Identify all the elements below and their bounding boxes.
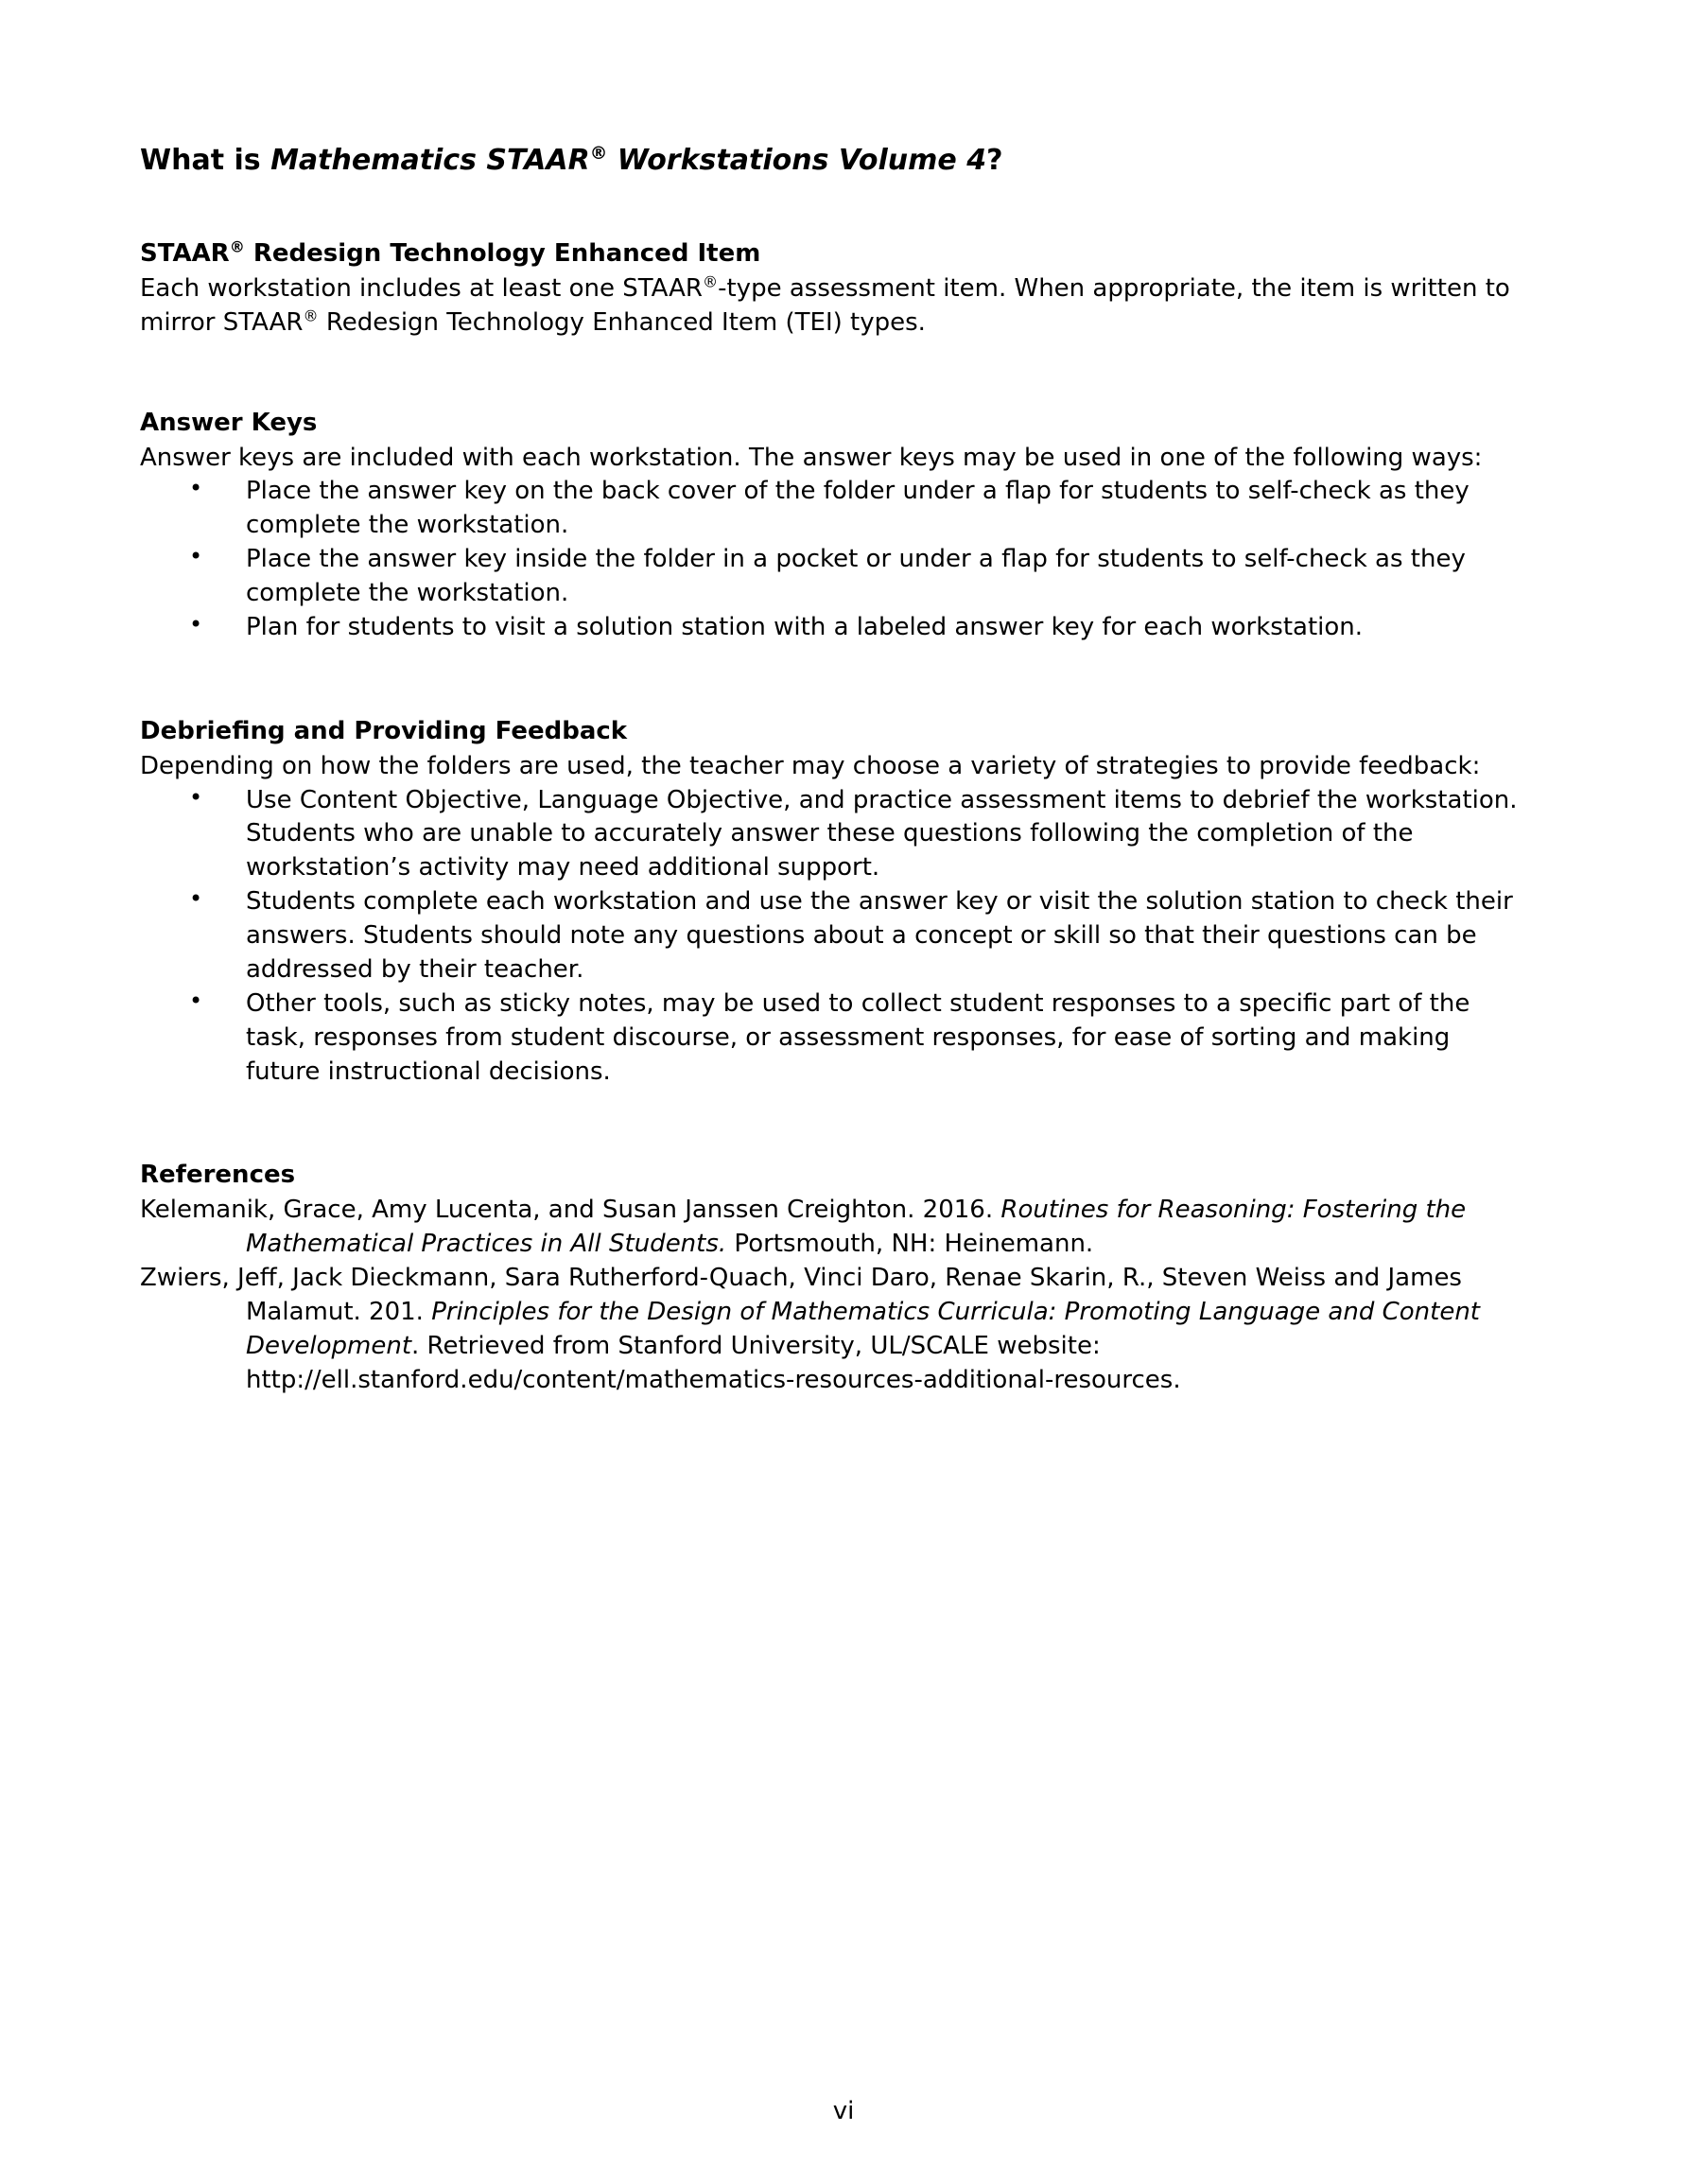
debriefing-bullet-list xyxy=(140,784,1522,1090)
registered-mark-icon: ® xyxy=(589,144,608,164)
section-heading-references: References xyxy=(140,1161,296,1190)
page-number: vi xyxy=(832,2097,855,2125)
list-item: • Students complete each workstation and use the answer key or visit the solution station to check their answers. Students should note any questions about a concept or skill so that their questions can be addressed by their teacher. xyxy=(140,885,1522,987)
title-suffix: ? xyxy=(986,144,1003,177)
list-item: • Plan for students to visit a solution station with a labeled answer key for each workstation. xyxy=(140,611,1522,645)
registered-mark-icon: ® xyxy=(229,237,245,256)
section-references xyxy=(140,1159,1522,1397)
section-body-debriefing-feedback: Depending on how the folders are used, the teacher may choose a variety of strategies to provide feedback: xyxy=(140,751,1481,780)
section-body-answer-keys: Answer keys are included with each workstation. The answer keys may be used in one of the following ways: xyxy=(140,443,1483,472)
section-heading-answer-keys: Answer Keys xyxy=(140,408,318,437)
page-title xyxy=(140,142,1522,179)
list-item: • Other tools, such as sticky notes, may be used to collect student responses to a specific part of the task, responses from student discourse, or assessment responses, for ease of sorting and making future instructional decisions. xyxy=(140,987,1522,1090)
section-answer-keys xyxy=(140,407,1522,645)
section-debriefing-feedback xyxy=(140,715,1522,1090)
registered-mark-icon: ® xyxy=(303,306,319,325)
spacer xyxy=(140,672,1522,715)
reference-entry: Zwiers, Jeff, Jack Dieckmann, Sara Rutherford-Quach, Vinci Daro, Renae Skarin, R., Steven Weiss and James Malamut. 201. Principles for the Design of Mathematics Curricula: Promoting Language and Content Development. Retrieved from Stanford University, UL/SCALE website: http://ell.stanford.edu/content/mathematics-resources-additional-resources. xyxy=(140,1264,1480,1394)
section-body-staar-redesign: Each workstation includes at least one STAAR®-type assessment item. When appropriate, the item is written to mirror STAAR® Redesign Technology Enhanced Item (TEI) types. xyxy=(140,272,1510,337)
answer-keys-bullet-list xyxy=(140,475,1522,644)
spacer xyxy=(140,1115,1522,1159)
list-item: • Place the answer key inside the folder in a pocket or under a flap for students to self-check as they complete the workstation. xyxy=(140,543,1522,611)
reference-entry: Kelemanik, Grace, Amy Lucenta, and Susan Janssen Creighton. 2016. Routines for Reasoning: Fostering the Mathematical Practices in All Students. Portsmouth, NH: Heinemann. xyxy=(140,1196,1467,1259)
list-item: • Place the answer key on the back cover of the folder under a flap for students to self-check as they complete the workstation. xyxy=(140,475,1522,543)
list-item: • Use Content Objective, Language Objective, and practice assessment items to debrief the workstation. Students who are unable to accurately answer these questions following the completion of the workstation’s activity may need additional support. xyxy=(140,784,1522,886)
title-italic: Mathematics STAAR® Workstations Volume 4 xyxy=(270,144,987,177)
spacer xyxy=(140,367,1522,407)
section-heading-debriefing-feedback: Debriefing and Providing Feedback xyxy=(140,716,628,745)
section-staar-redesign xyxy=(140,237,1522,341)
title-prefix: What is xyxy=(140,144,271,177)
section-heading-staar-redesign: STAAR® Redesign Technology Enhanced Item xyxy=(140,237,761,268)
registered-mark-icon: ® xyxy=(703,272,719,291)
